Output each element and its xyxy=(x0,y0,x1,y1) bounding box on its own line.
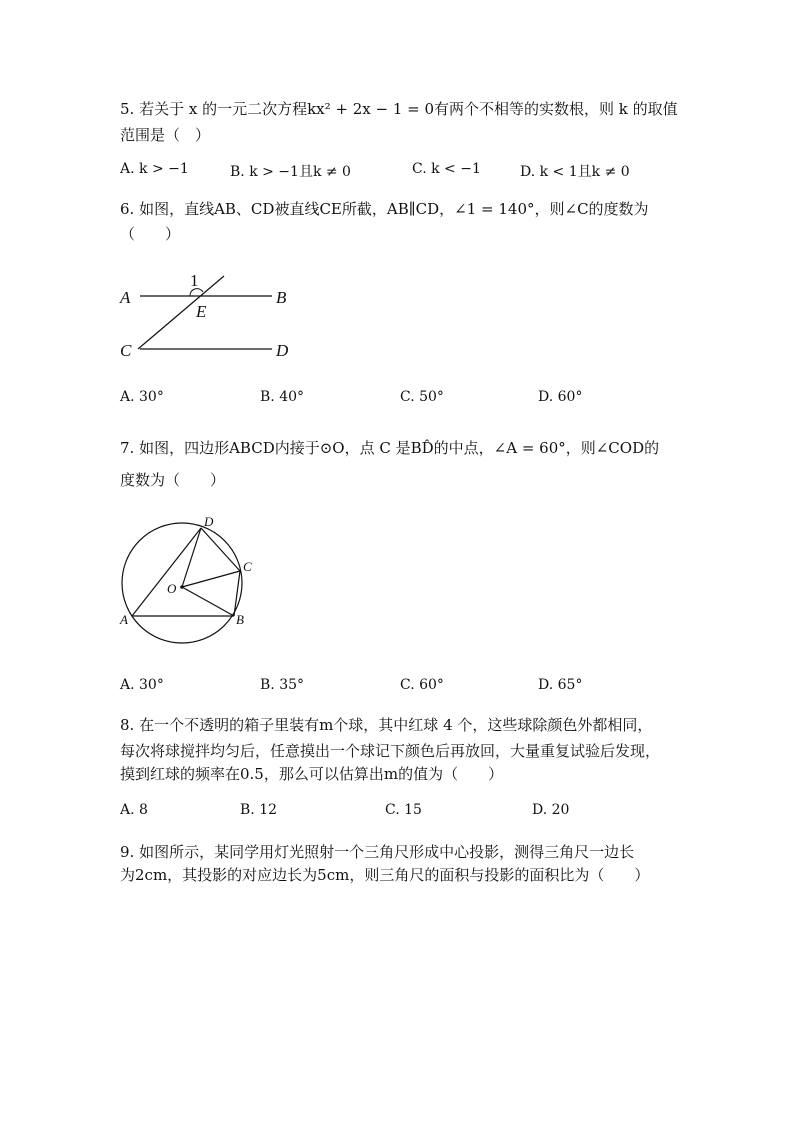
q7-option-a[interactable]: A. 30° xyxy=(120,677,164,693)
q8-stem-line2: 每次将球搅拌均匀后，任意摸出一个球记下颜色后再放回，大量重复试验后发现， xyxy=(120,742,661,760)
center-point-o xyxy=(180,585,184,589)
label-o: O xyxy=(167,581,177,596)
line-ce xyxy=(138,276,224,349)
q7-option-c[interactable]: C. 60° xyxy=(400,677,444,693)
segment-ob xyxy=(182,587,234,616)
label-d: D xyxy=(276,341,289,360)
q5-option-c[interactable]: C. k < −1 xyxy=(412,161,481,177)
label-e: E xyxy=(196,302,207,321)
q8-option-b[interactable]: B. 12 xyxy=(240,802,278,818)
segment-dc xyxy=(201,528,240,571)
q7-stem-line1: 7. 如图，四边形ABCD内接于⊙O，点 C 是BD̂的中点，∠A = 60°，则∠COD的 xyxy=(120,439,660,457)
q5-stem-line1: 5. 若关于 x 的一元二次方程kx² + 2x − 1 = 0有两个不相等的实数根，则 k 的取值 xyxy=(120,100,678,118)
q6-stem-line2: （ ） xyxy=(120,225,181,243)
q6-option-d[interactable]: D. 60° xyxy=(538,389,583,405)
segment-od xyxy=(182,528,201,587)
label-b: B xyxy=(276,288,287,307)
q7-option-b[interactable]: B. 35° xyxy=(260,677,305,693)
label-b: B xyxy=(236,612,244,627)
label-a: A xyxy=(120,288,131,307)
q8-option-c[interactable]: C. 15 xyxy=(385,802,422,818)
q9-stem-line1: 9. 如图所示，某同学用灯光照射一个三角尺形成中心投影，测得三角尺一边长 xyxy=(120,843,635,861)
label-c: C xyxy=(243,559,252,574)
q7-option-d[interactable]: D. 65° xyxy=(538,677,583,693)
q7-stem-line2: 度数为（ ） xyxy=(120,471,226,489)
segment-ad xyxy=(132,528,201,616)
label-1: 1 xyxy=(190,271,199,290)
q8-option-d[interactable]: D. 20 xyxy=(532,802,570,818)
q6-parallel-lines-figure xyxy=(110,262,310,367)
q9-stem-line2: 为2cm，其投影的对应边长为5cm，则三角尺的面积与投影的面积比为（ ） xyxy=(120,866,650,884)
label-d: D xyxy=(204,514,214,529)
q7-inscribed-quadrilateral-figure xyxy=(110,510,270,655)
q6-stem-line1: 6. 如图，直线AB、CD被直线CE所截，AB∥CD，∠1 = 140°，则∠C的度数为 xyxy=(120,200,649,218)
q5-option-d[interactable]: D. k < 1且k ≠ 0 xyxy=(520,164,630,180)
q6-option-c[interactable]: C. 50° xyxy=(400,389,444,405)
q8-stem-line3: 摸到红球的频率在0.5，那么可以估算出m的值为（ ） xyxy=(120,765,504,783)
segment-oc xyxy=(182,571,240,587)
circle-o xyxy=(122,523,242,643)
q5-stem-line2: 范围是（ ） xyxy=(120,126,211,144)
q8-option-a[interactable]: A. 8 xyxy=(120,802,148,818)
segment-cb xyxy=(234,571,240,616)
q8-stem-line1: 8. 在一个不透明的箱子里装有m个球，其中红球 4 个，这些球除颜色外都相同， xyxy=(120,716,653,734)
q5-option-a[interactable]: A. k > −1 xyxy=(120,161,189,177)
q5-option-b[interactable]: B. k > −1且k ≠ 0 xyxy=(230,164,351,180)
label-a: A xyxy=(120,612,128,627)
label-c: C xyxy=(120,341,132,360)
q6-option-a[interactable]: A. 30° xyxy=(120,389,164,405)
q6-option-b[interactable]: B. 40° xyxy=(260,389,305,405)
